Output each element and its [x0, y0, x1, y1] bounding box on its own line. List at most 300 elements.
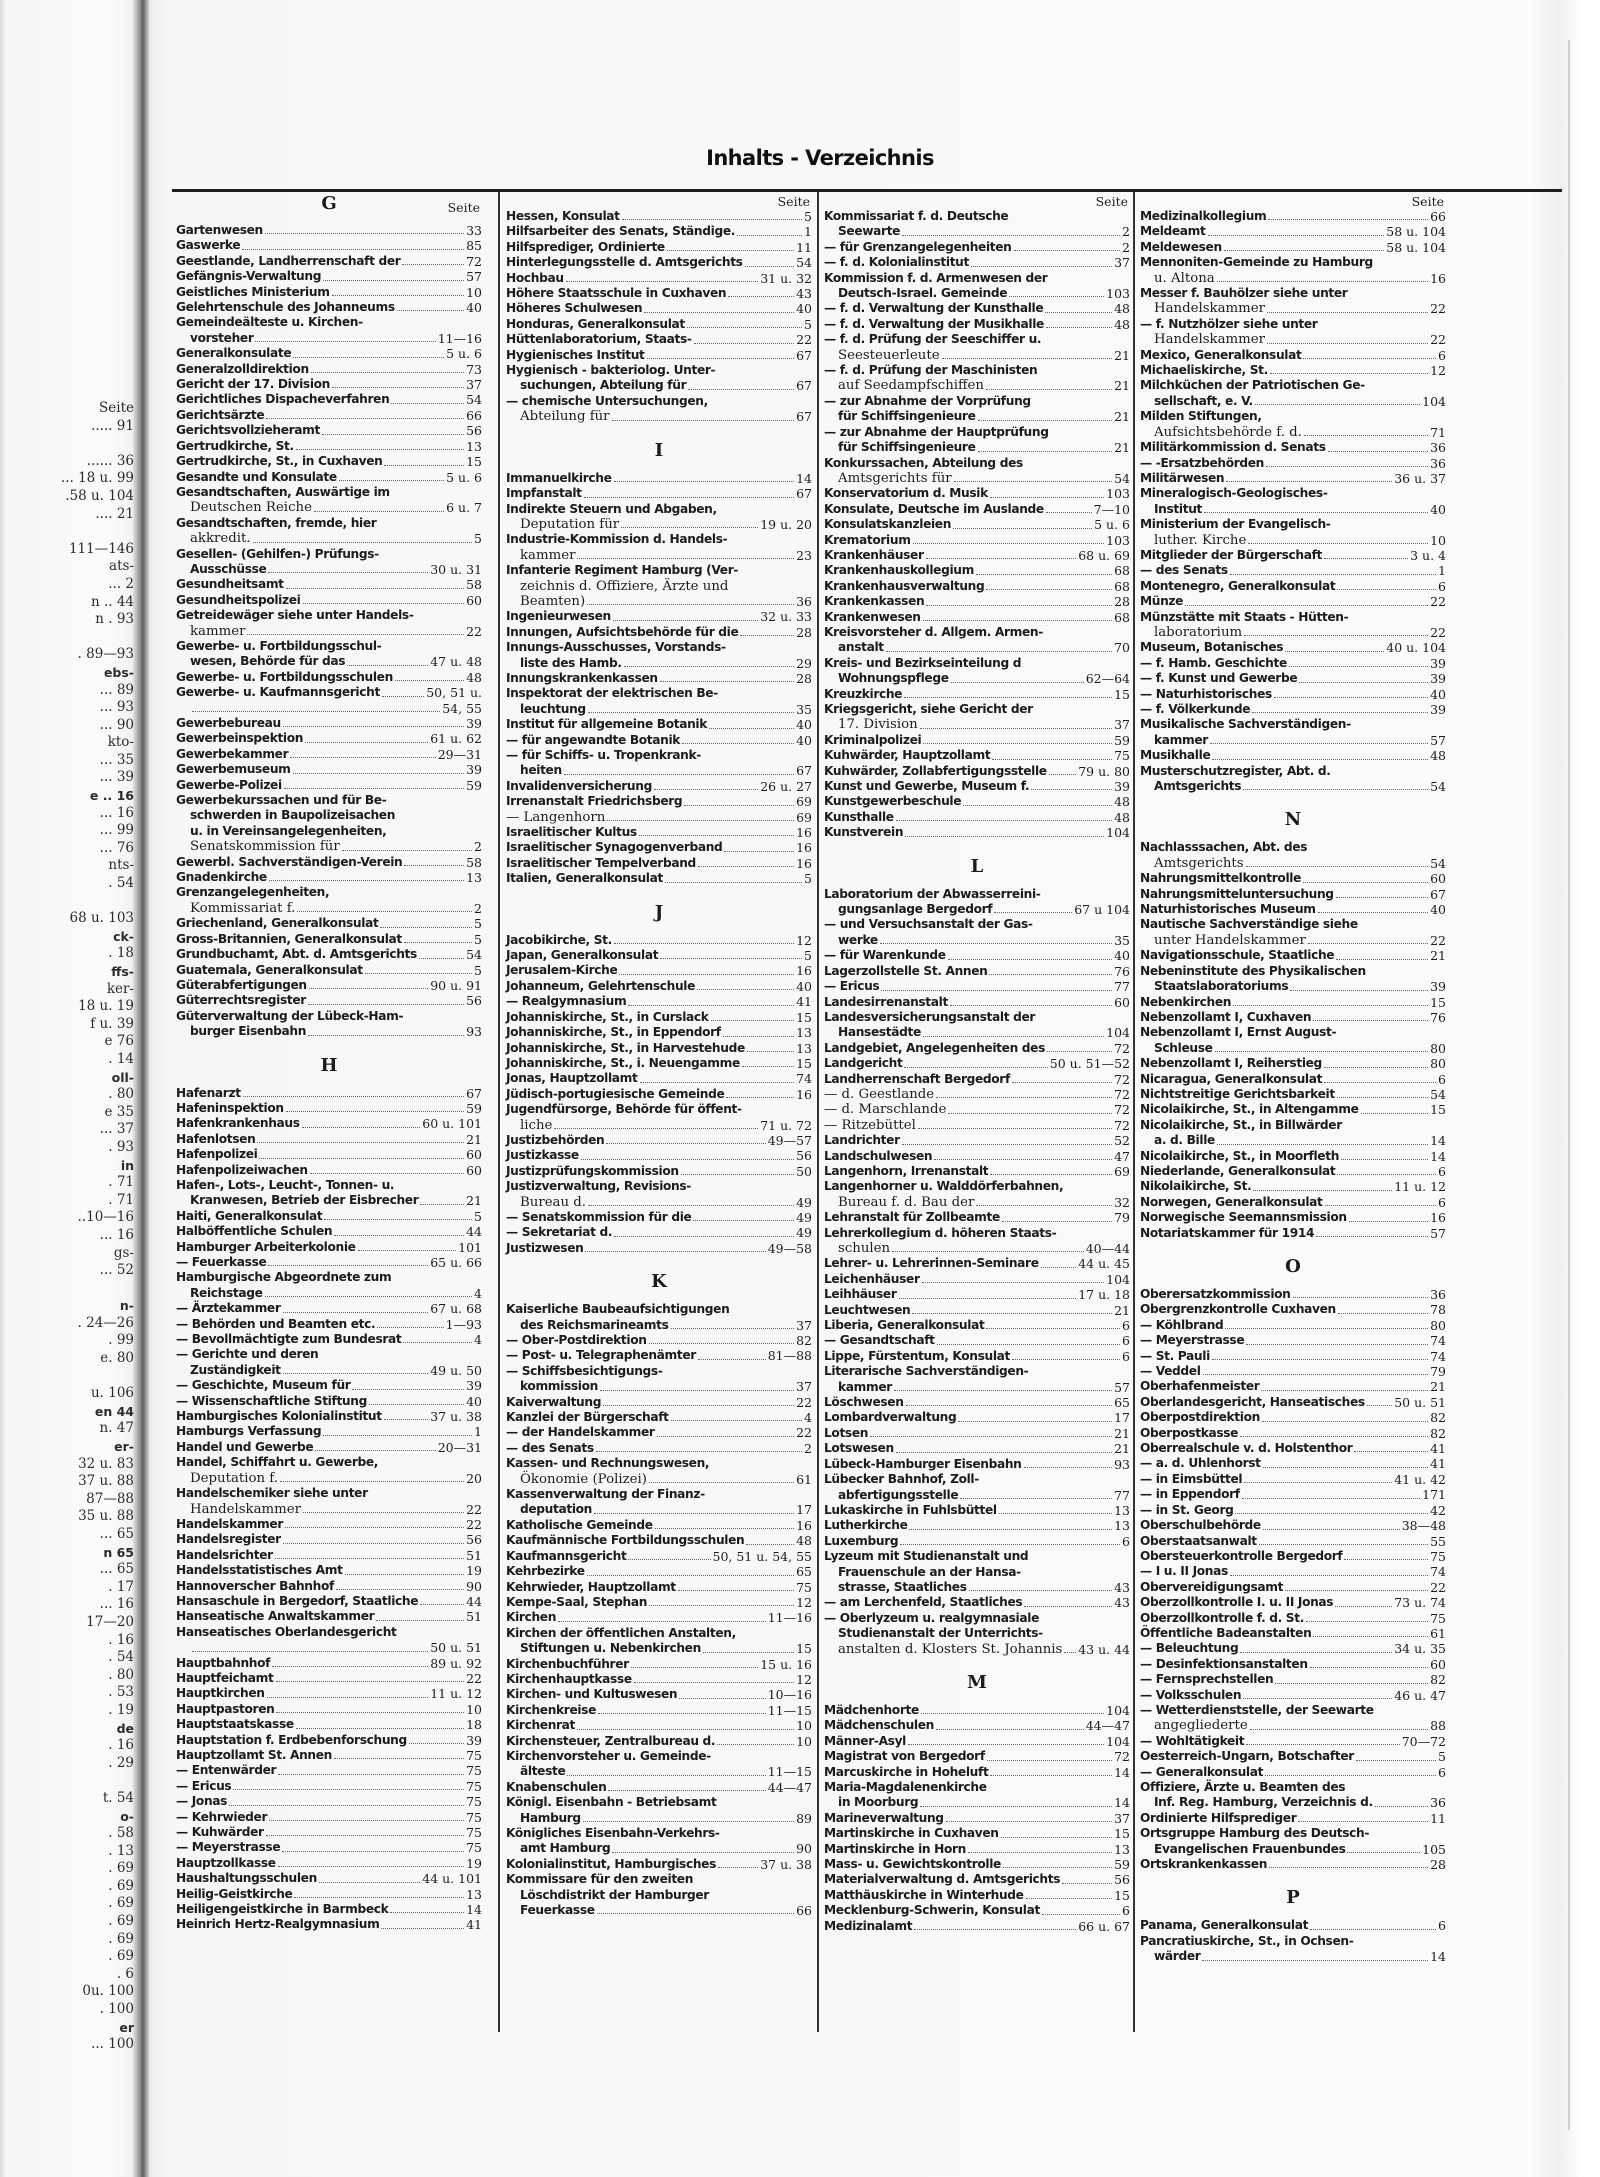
index-entry [176, 1794, 482, 1809]
entry-term: akkredit. [190, 531, 251, 547]
index-entry [176, 285, 482, 300]
index-entry [1140, 594, 1446, 609]
leader-dots [1347, 1852, 1420, 1853]
entry-term: Handelsregister [176, 1532, 281, 1547]
page-number: 72 [1114, 1117, 1130, 1133]
index-entry [824, 579, 1130, 594]
page-number: 29—31 [437, 746, 482, 762]
leader-dots [309, 988, 428, 989]
entry-term: Königl. Eisenbahn - Betriebsamt [506, 1795, 717, 1810]
leader-dots [1185, 605, 1428, 606]
entry-term: Gesellen- (Gehilfen-) Prüfungs- [176, 546, 379, 561]
entry-term: Heiligengeistkirche in Barmbeck [176, 1902, 389, 1917]
leader-dots [1336, 897, 1428, 898]
entry-term: Infanterie Regiment Hamburg (Ver- [506, 563, 739, 578]
section-letter: H [320, 1054, 338, 1076]
index-entry [824, 440, 1130, 455]
index-entry [1140, 517, 1446, 532]
index-entry [176, 1178, 482, 1193]
index-entry [1140, 1688, 1446, 1703]
page-number: 51 [466, 1547, 482, 1563]
page-number: 12 [796, 1671, 812, 1687]
leader-dots [678, 1590, 794, 1591]
entry-term: des Reichsmarineamts [520, 1317, 669, 1332]
leader-dots [1047, 1051, 1112, 1052]
page-number: 57 [1430, 1225, 1446, 1241]
page-number: 38—48 [1401, 1518, 1446, 1534]
page-number: 30 u. 31 [430, 561, 482, 577]
leader-dots [1324, 558, 1408, 559]
leader-dots [286, 588, 464, 589]
index-entry [824, 887, 1130, 902]
index-entry [176, 901, 482, 916]
leader-dots [892, 1251, 1084, 1252]
entry-term: Hamburger Arbeiterkolonie [176, 1239, 356, 1254]
leader-dots [1293, 1297, 1429, 1298]
entry-term: schwerden in Baupolizeisachen [190, 808, 396, 823]
previous-page-text: n 65 [103, 1544, 134, 1560]
index-entry [176, 1224, 482, 1239]
index-entry [824, 1703, 1130, 1718]
leader-dots [1262, 1421, 1428, 1422]
previous-page-text: . 93 [108, 1138, 134, 1155]
entry-term: Lutherkirche [824, 1518, 908, 1533]
leader-dots [1244, 1482, 1392, 1483]
page-number: 71 u. 72 [760, 1117, 812, 1133]
page-number: 56 [466, 423, 482, 439]
leader-dots [1259, 1544, 1428, 1545]
leader-dots [963, 805, 1112, 806]
entry-term: Gesandte und Konsulate [176, 469, 337, 484]
leader-dots [1204, 512, 1428, 513]
index-entry [824, 240, 1130, 255]
index-entry [506, 209, 812, 224]
index-entry [1140, 764, 1446, 779]
index-entry [824, 286, 1130, 301]
index-entry [176, 1502, 482, 1517]
page-number: 15 [796, 1641, 812, 1657]
page-number: 21 [1114, 440, 1130, 456]
page-number: 21 [1114, 1441, 1130, 1457]
page-number: 15 [1114, 1826, 1130, 1842]
page-number: 65 [1114, 1395, 1130, 1411]
leader-dots [584, 497, 794, 498]
page-number: 73 [466, 361, 482, 377]
page-number: 19 [466, 1563, 482, 1579]
leader-dots [266, 418, 464, 419]
index-entry [506, 963, 812, 978]
index-column-2 [506, 194, 812, 2029]
leader-dots [994, 912, 1072, 913]
leader-dots [319, 1882, 420, 1883]
index-entry [824, 1303, 1130, 1318]
previous-page-text: 87—88 [86, 1490, 134, 1507]
index-entry [506, 1241, 812, 1256]
leader-dots [703, 1652, 794, 1653]
leader-dots [1335, 1606, 1392, 1607]
entry-term: Kommissariat f. d. Deutsche [824, 209, 1009, 223]
entry-term: Mädchenhorte [824, 1702, 919, 1717]
page-number: 39 [1430, 655, 1446, 671]
entry-term: Industrie-Kommission d. Handels- [506, 532, 728, 547]
leader-dots [711, 1020, 795, 1021]
leader-dots [1255, 404, 1420, 405]
entry-term: Deputation für [520, 516, 620, 532]
entry-term: Lukaskirche in Fuhlsbüttel [824, 1502, 997, 1517]
leader-dots [923, 743, 1112, 744]
entry-term: — zur Abnahme der Hauptprüfung [824, 424, 1049, 439]
page-edge-line [1568, 40, 1570, 2130]
entry-term: Kunsthalle [824, 809, 894, 824]
leader-dots [906, 1405, 1113, 1406]
index-entry [1140, 1765, 1446, 1780]
leader-dots [1341, 1159, 1428, 1160]
entry-term: Gerichtsvollzieheramt [176, 423, 321, 438]
index-entry [824, 1580, 1130, 1595]
leader-dots [192, 1651, 428, 1652]
page-number: 5 [1438, 1749, 1446, 1765]
index-entry [176, 392, 482, 407]
entry-term: — Post- u. Telegraphenämter [506, 1348, 696, 1363]
leader-dots [953, 528, 1092, 529]
previous-page-text: . 14 [108, 1050, 134, 1067]
entry-term: Nahrungsmittelkontrolle [1140, 871, 1302, 886]
leader-dots [403, 1342, 472, 1343]
page-number: 22 [466, 1516, 482, 1532]
entry-term: angegliederte [1154, 1718, 1248, 1734]
page-number: 68 [1114, 563, 1130, 579]
index-entry [1140, 1657, 1446, 1672]
entry-term: Justizwesen [506, 1240, 584, 1255]
index-entry [824, 1041, 1130, 1056]
index-entry [506, 1718, 812, 1733]
entry-term: — Wetterdienststelle, der Seewarte [1140, 1702, 1374, 1717]
index-entry [506, 255, 812, 270]
leader-dots [1212, 1359, 1428, 1360]
index-entry [1140, 1302, 1446, 1317]
leader-dots [709, 728, 794, 729]
index-entry [176, 254, 482, 269]
page-number: 61 [796, 1471, 812, 1487]
page-number: 5 [804, 871, 812, 887]
entry-term: Matthäuskirche in Winterhude [824, 1887, 1024, 1902]
index-entry [1140, 1826, 1446, 1841]
entry-term: Güterabfertigungen [176, 977, 307, 992]
page-number: 58 u. 104 [1386, 224, 1446, 240]
index-entry [506, 1641, 812, 1656]
index-entry [824, 1734, 1130, 1749]
entry-term: Justizbehörden [506, 1132, 605, 1147]
entry-term: Jüdisch-portugiesische Gemeinde [506, 1086, 725, 1101]
index-entry [824, 1179, 1130, 1194]
entry-term: Invalidenversicherung [506, 778, 652, 793]
entry-term: Hamburgisches Kolonialinstitut [176, 1409, 382, 1424]
page-number: 39 [466, 762, 482, 778]
leader-dots [598, 1713, 766, 1714]
entry-term: — f. Kunst und Gewerbe [1140, 671, 1298, 686]
index-entry [176, 1132, 482, 1147]
entry-term: — und Versuchsanstalt der Gas- [824, 917, 1033, 932]
index-entry [824, 533, 1130, 548]
entry-term: Panama, Generalkonsulat [1140, 1918, 1309, 1933]
leader-dots [305, 742, 428, 743]
index-entry [824, 486, 1130, 501]
leader-dots [554, 1128, 758, 1129]
page-number: 48 [466, 669, 482, 685]
entry-term: Krankenwesen [824, 609, 921, 624]
leader-dots [308, 1004, 464, 1005]
entry-term: Krematorium [824, 532, 911, 547]
leader-dots [597, 1913, 794, 1914]
leader-dots [1263, 1529, 1400, 1530]
index-entry [506, 779, 812, 794]
entry-term: — Entenwärder [176, 1763, 277, 1778]
index-entry [1140, 687, 1446, 702]
page-number: 73 u. 74 [1394, 1595, 1446, 1611]
entry-term: Handelschemiker siehe unter [176, 1486, 368, 1501]
entry-term: Hygienisches Institut [506, 347, 645, 362]
index-entry [1140, 1072, 1446, 1087]
leader-dots [647, 358, 795, 359]
page-number: 80 [1430, 1040, 1446, 1056]
index-entry [824, 1565, 1130, 1580]
entry-term: Inspektorat der elektrischen Be- [506, 686, 718, 701]
entry-term: Hüttenlaboratorium, Staats- [506, 332, 692, 347]
index-entry [506, 1118, 812, 1133]
entry-term: Oberhafenmeister [1140, 1379, 1260, 1394]
leader-dots [384, 465, 464, 466]
previous-page-text: ... 76 [99, 839, 134, 856]
page-number: 21 [1114, 1302, 1130, 1318]
previous-page-text: ... 39 [99, 769, 134, 786]
entry-term: Israelitischer Synagogenverband [506, 840, 723, 855]
entry-term: kammer [190, 623, 246, 639]
entry-term: Geistliches Ministerium [176, 284, 330, 299]
entry-term: Japan, Generalkonsulat [506, 948, 659, 963]
leader-dots [391, 403, 464, 404]
page-number: 2 [804, 1440, 812, 1456]
page-number: 54 [1430, 1086, 1446, 1102]
index-entry [506, 702, 812, 717]
leader-dots [948, 959, 1112, 960]
index-entry [176, 1656, 482, 1671]
leader-dots [1344, 1559, 1428, 1560]
previous-page-text [0, 893, 134, 911]
page-number: 19 u. 20 [760, 516, 812, 532]
leader-dots [587, 1575, 794, 1576]
page-number: 79 u. 80 [1078, 763, 1130, 779]
entry-term: Kranwesen, Betrieb der Eisbrecher [190, 1193, 419, 1208]
index-entry [176, 1240, 482, 1255]
page-number: 15 [796, 1009, 812, 1025]
leader-dots [1318, 912, 1428, 913]
entry-term: amt Hamburg [520, 1841, 611, 1856]
section-letter: M [967, 1671, 987, 1693]
index-entry [1140, 1611, 1446, 1626]
page-number: 43 [796, 286, 812, 302]
entry-term: Grenzangelegenheiten, [176, 885, 330, 900]
page-number: 89 [796, 1810, 812, 1826]
previous-page-text: . 80 [108, 1086, 134, 1103]
index-entry [176, 1871, 482, 1886]
entry-term: Hafenpolizei [176, 1147, 258, 1162]
index-entry [824, 1226, 1130, 1241]
previous-page-text: ... 35 [99, 751, 134, 768]
page-number: 68 [1114, 609, 1130, 625]
leader-dots [1210, 743, 1428, 744]
leader-dots [397, 310, 464, 311]
leader-dots [724, 851, 794, 852]
leader-dots [1250, 1729, 1428, 1730]
entry-term: Krankenkassen [824, 594, 925, 609]
index-entry [824, 671, 1130, 686]
entry-term: Halböffentliche Schulen [176, 1224, 333, 1239]
leader-dots [1316, 1236, 1428, 1237]
entry-term: — Ericus [824, 979, 880, 994]
leader-dots [920, 1806, 1112, 1807]
entry-term: Gewerbeinspektion [176, 731, 304, 746]
index-entry [176, 1424, 482, 1439]
previous-page-text: o- [120, 1808, 134, 1824]
leader-dots [613, 620, 758, 621]
leader-dots [358, 1250, 457, 1251]
leader-dots [986, 389, 1112, 390]
leader-dots [1274, 697, 1428, 698]
index-entry [1140, 933, 1446, 948]
page-number: 5 u. 6 [446, 346, 482, 362]
leader-dots [1313, 1636, 1428, 1637]
index-entry [1140, 1518, 1446, 1533]
index-entry [506, 1564, 812, 1579]
entry-term: — Bevollmächtigte zum Bundesrat [176, 1332, 402, 1347]
index-entry [506, 563, 812, 578]
entry-term: abfertigungsstelle [838, 1487, 959, 1502]
previous-page-text: ... 93 [99, 699, 134, 716]
leader-dots [1270, 373, 1428, 374]
index-entry [1140, 1210, 1446, 1225]
leader-dots [283, 1543, 464, 1544]
index-entry [1140, 1041, 1446, 1056]
index-entry [506, 994, 812, 1009]
previous-page-text: u. 106 [90, 1385, 134, 1402]
entry-term: Hafenlotsen [176, 1131, 256, 1146]
leader-dots [622, 219, 802, 220]
page-number: 67 [796, 378, 812, 394]
index-entry [176, 485, 482, 500]
index-entry [176, 300, 482, 315]
previous-page-text: ... 37 [99, 1121, 134, 1138]
index-entry [176, 577, 482, 592]
leader-dots [1230, 1575, 1428, 1576]
leader-dots [881, 990, 1112, 991]
index-entry [824, 1472, 1130, 1487]
entry-term: Aufsichtsbehörde f. d. [1154, 424, 1302, 440]
entry-term: Handelsstatistisches Amt [176, 1563, 343, 1578]
leader-dots [1046, 512, 1092, 513]
entry-term: — Köhlbrand [1140, 1317, 1224, 1332]
index-entry [506, 1549, 812, 1564]
index-entry [176, 1779, 482, 1794]
index-entry [176, 670, 482, 685]
entry-term: Krankenhausverwaltung [824, 578, 985, 593]
entry-term: Deutsch-Israel. Gemeinde [838, 286, 1008, 301]
index-entry [506, 1903, 812, 1918]
leader-dots [747, 1051, 794, 1052]
index-entry [824, 717, 1130, 732]
entry-term: Kommission f. d. Armenwesen der [824, 270, 1048, 285]
index-entry [176, 685, 482, 700]
seite-header: Seite [1411, 194, 1444, 209]
entry-term: Justizprüfungskommission [506, 1163, 679, 1178]
index-entry [506, 640, 812, 655]
index-entry [1140, 1472, 1446, 1487]
entry-term: Marcuskirche in Hoheluft [824, 1764, 989, 1779]
index-entry [506, 1379, 812, 1394]
leader-dots [588, 1205, 794, 1206]
entry-term: Hamburg [520, 1810, 581, 1825]
entry-term: wärder [1154, 1949, 1201, 1964]
page-number: 67 u 104 [1074, 902, 1130, 918]
page-number: 29 [796, 655, 812, 671]
page-number: 54 [466, 947, 482, 963]
page-number: 67 [466, 1085, 482, 1101]
entry-term: Kolonialinstitut, Hamburgisches [506, 1856, 716, 1871]
index-entry [176, 916, 482, 931]
leader-dots [946, 1821, 1112, 1822]
leader-dots [1304, 435, 1428, 436]
leader-dots [1253, 1190, 1392, 1191]
entry-term: Mass- u. Gewichtskontrolle [824, 1857, 1001, 1872]
page-number: 1 [804, 224, 812, 240]
leader-dots [1285, 1590, 1428, 1591]
entry-term: Lehrerkollegium d. höheren Staats- [824, 1225, 1057, 1240]
leader-dots [324, 1219, 472, 1220]
entry-term: Jonas, Hauptzollamt [506, 1071, 638, 1086]
index-entry [1140, 656, 1446, 671]
page-number: 55 [1430, 1533, 1446, 1549]
index-entry [176, 516, 482, 531]
page-number: 54 [796, 255, 812, 271]
previous-page-text: ... 18 u. 99 [60, 470, 134, 487]
index-entry [824, 979, 1130, 994]
leader-dots [585, 1251, 765, 1252]
leader-dots [902, 235, 1120, 236]
entry-term: Hafenkrankenhaus [176, 1116, 300, 1131]
leader-dots [986, 589, 1112, 590]
leader-dots [259, 1158, 464, 1159]
leader-dots [654, 789, 758, 790]
page-number: 57 [466, 269, 482, 285]
leader-dots [606, 1143, 765, 1144]
entry-term: Gewerbemuseum [176, 762, 291, 777]
entry-term: Mecklenburg-Schwerin, Konsulat [824, 1903, 1040, 1918]
page-number: 11 u. 12 [430, 1686, 482, 1702]
leader-dots [921, 1713, 1104, 1714]
entry-term: Lotsen [824, 1425, 869, 1440]
leader-dots [1310, 1929, 1436, 1930]
entry-term: — am Lerchenfeld, Staatliches [824, 1595, 1023, 1610]
index-entry [506, 1857, 812, 1872]
column-divider [817, 192, 819, 2032]
leader-dots [1244, 635, 1428, 636]
previous-page-text [0, 629, 134, 647]
previous-page-fragment [0, 400, 134, 2053]
entry-term: Lübeck-Hamburger Eisenbahn [824, 1456, 1022, 1471]
page-number: 48 [1430, 748, 1446, 764]
page-number: 36 [796, 593, 812, 609]
entry-term: — Schiffsbesichtigungs- [506, 1363, 663, 1378]
entry-term: Ortskrankenkassen [1140, 1857, 1268, 1872]
